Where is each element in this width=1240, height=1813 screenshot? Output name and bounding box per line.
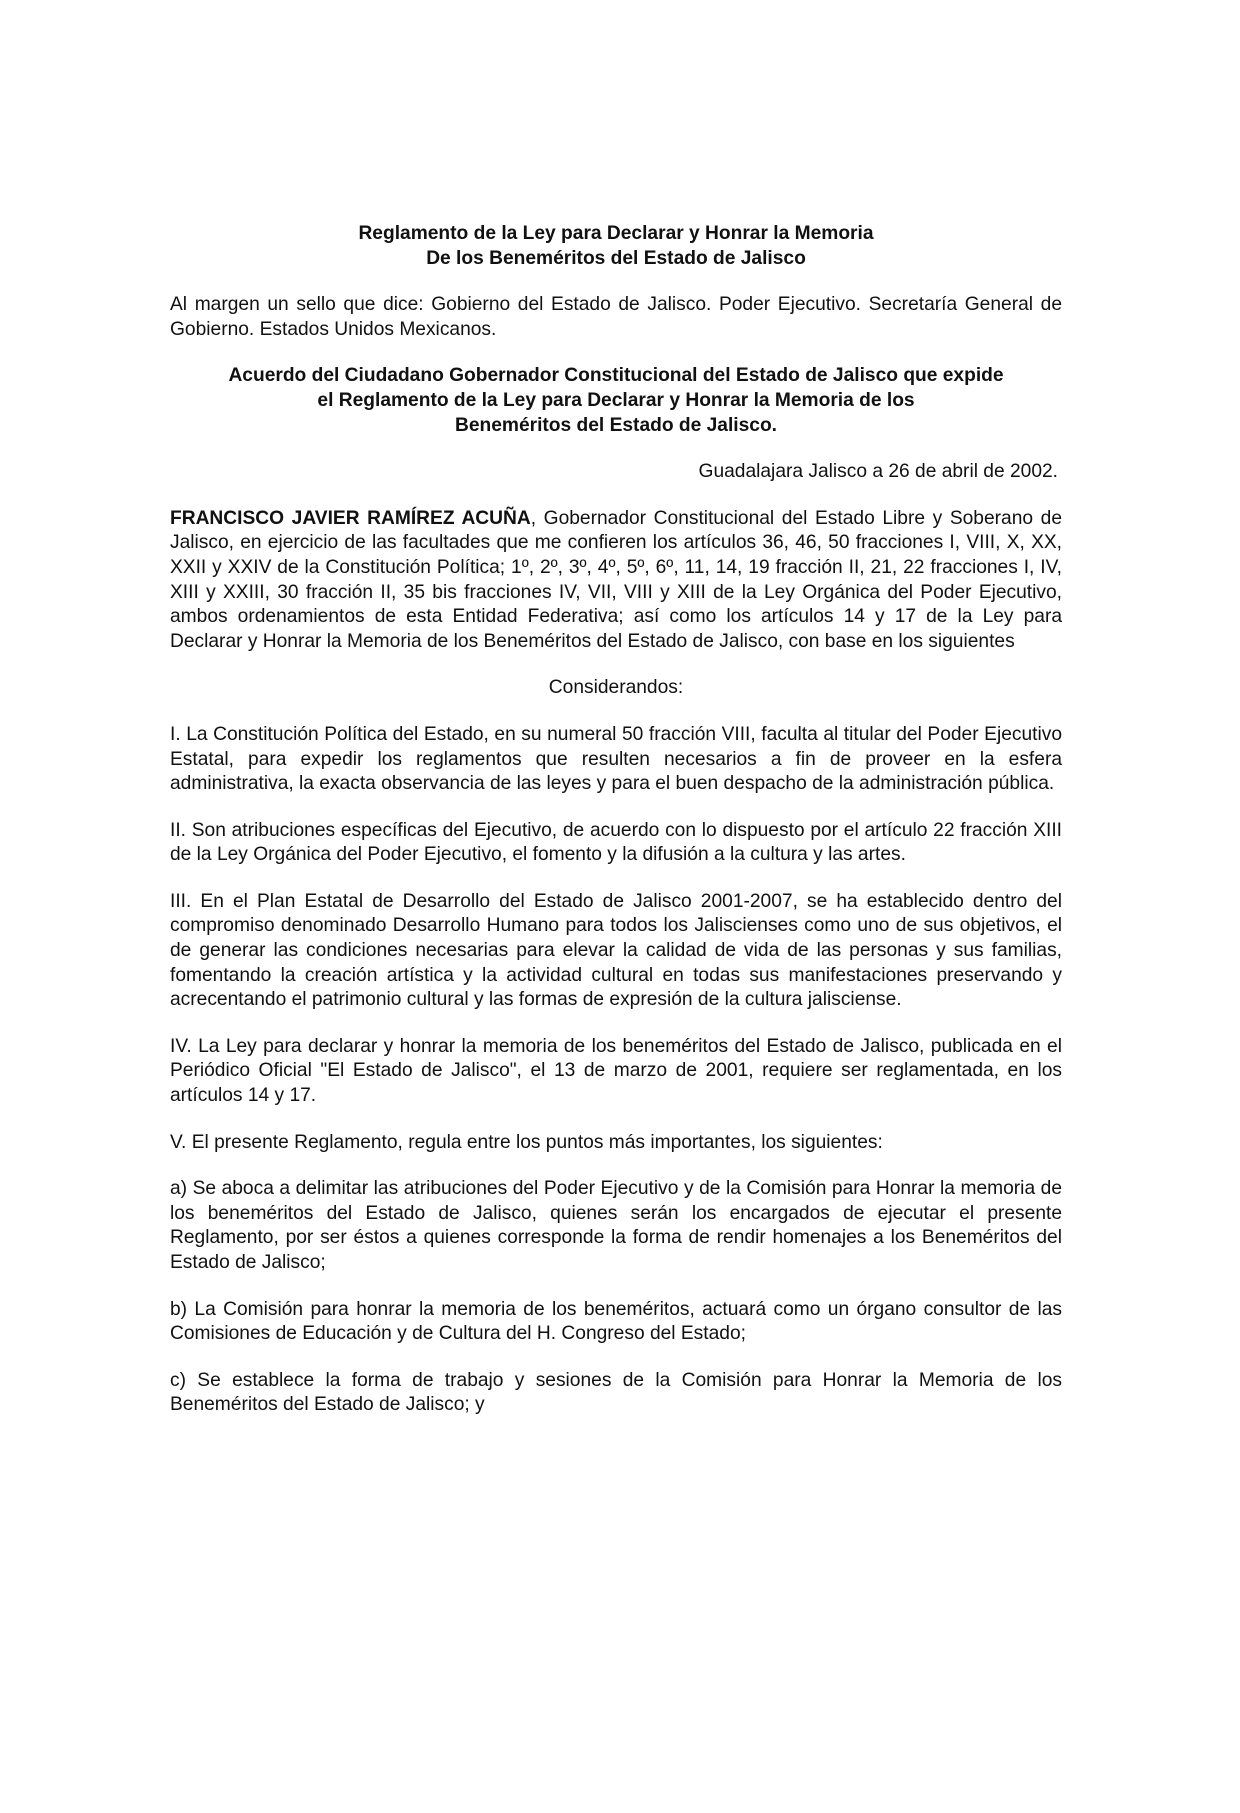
title-line-1: Reglamento de la Ley para Declarar y Honrar la Memoria — [358, 223, 874, 244]
acuerdo-heading — [170, 364, 1062, 438]
margin-note: Al margen un sello que dice: Gobierno del Estado de Jalisco. Poder Ejecutivo. Secretaría General de Gobierno. Estados Unidos Mexicanos. — [170, 294, 1062, 340]
date-line: Guadalajara Jalisco a 26 de abril de 2002. — [698, 461, 1058, 483]
preamble-paragraph — [170, 507, 1062, 655]
document-title — [170, 222, 1062, 271]
considerando-paragraph: III. En el Plan Estatal de Desarrollo del Estado de Jalisco 2001-2007, se ha establecido dentro del compromiso denominado Desarrollo Humano para todos los Jaliscienses como uno de sus objetivos, el de generar las condiciones necesarias para elevar la calidad de vida de las personas y sus familias, fomentando la creación artística y la actividad cultural en todas sus manifestaciones preservando y acrecentando el patrimonio cultural y las formas de expresión de la cultura jalisciense. — [170, 890, 1062, 1011]
preamble-text: , Gobernador Constitucional del Estado Libre y Soberano de Jalisco, en ejercicio de las facultades que me confieren los artículos 36, 46, 50 fracciones I, VIII, X, XX, XXII y XXIV de la Constitución Política; 1º, 2º, 3º, 4º, 5º, 6º, 11, 14, 19 fracción II, 21, 22 fracciones I, IV, XIII y XXIII, 30 fracción II, 35 bis fracciones IV, VII, VIII y XIII de la Ley Orgánica del Poder Ejecutivo, ambos ordenamientos de esta Entidad Federativa; así como los artículos 14 y 17 de la Ley para Declarar y Honrar la Memoria de los Beneméritos del Estado de Jalisco, con base en los siguientes — [170, 507, 1062, 652]
considerando-paragraph: I. La Constitución Política del Estado, en su numeral 50 fracción VIII, faculta al titular del Poder Ejecutivo Estatal, para expedir los reglamentos que resulten necesarios a fin de proveer en la esfera administrativa, la exacta observancia de las leyes y para el buen despacho de la administración pública. — [170, 723, 1062, 795]
title-line-2: De los Beneméritos del Estado de Jalisco — [426, 247, 806, 269]
acuerdo-line-2: el Reglamento de la Ley para Declarar y Honrar la Memoria de los — [317, 389, 915, 411]
document-page — [170, 222, 1062, 1418]
list-item: b) La Comisión para honrar la memoria de los beneméritos, actuará como un órgano consultor de las Comisiones de Educación y de Cultura del H. Congreso del Estado; — [170, 1298, 1062, 1345]
list-item: c) Se establece la forma de trabajo y sesiones de la Comisión para Honrar la Memoria de los Beneméritos del Estado de Jalisco; y — [170, 1369, 1062, 1416]
considerandos-heading: Considerandos: — [548, 677, 684, 699]
acuerdo-line-1: Acuerdo del Ciudadano Gobernador Constitucional del Estado de Jalisco que expide — [228, 365, 1004, 387]
list-item: a) Se aboca a delimitar las atribuciones del Poder Ejecutivo y de la Comisión para Honrar la memoria de los beneméritos del Estado de Jalisco, quienes serán los encargados de ejecutar el presente Reglamento, por ser éstos a quienes corresponde la forma de rendir homenajes a los Beneméritos del Estado de Jalisco; — [170, 1178, 1062, 1273]
considerando-paragraph: II. Son atribuciones específicas del Ejecutivo, de acuerdo con lo dispuesto por el artículo 22 fracción XIII de la Ley Orgánica del Poder Ejecutivo, el fomento y la difusión a la cultura y las artes. — [170, 819, 1062, 866]
acuerdo-line-3: Beneméritos del Estado de Jalisco. — [454, 414, 778, 436]
governor-name: FRANCISCO JAVIER RAMÍREZ ACUÑA — [170, 507, 531, 529]
considerando-paragraph: IV. La Ley para declarar y honrar la memoria de los beneméritos del Estado de Jalisco, publicada en el Periódico Oficial "El Estado de Jalisco", el 13 de marzo de 2001, requiere ser reglamentada, en los artículos 14 y 17. — [170, 1035, 1062, 1107]
considerando-paragraph: V. El presente Reglamento, regula entre los puntos más importantes, los siguientes: — [170, 1131, 883, 1153]
